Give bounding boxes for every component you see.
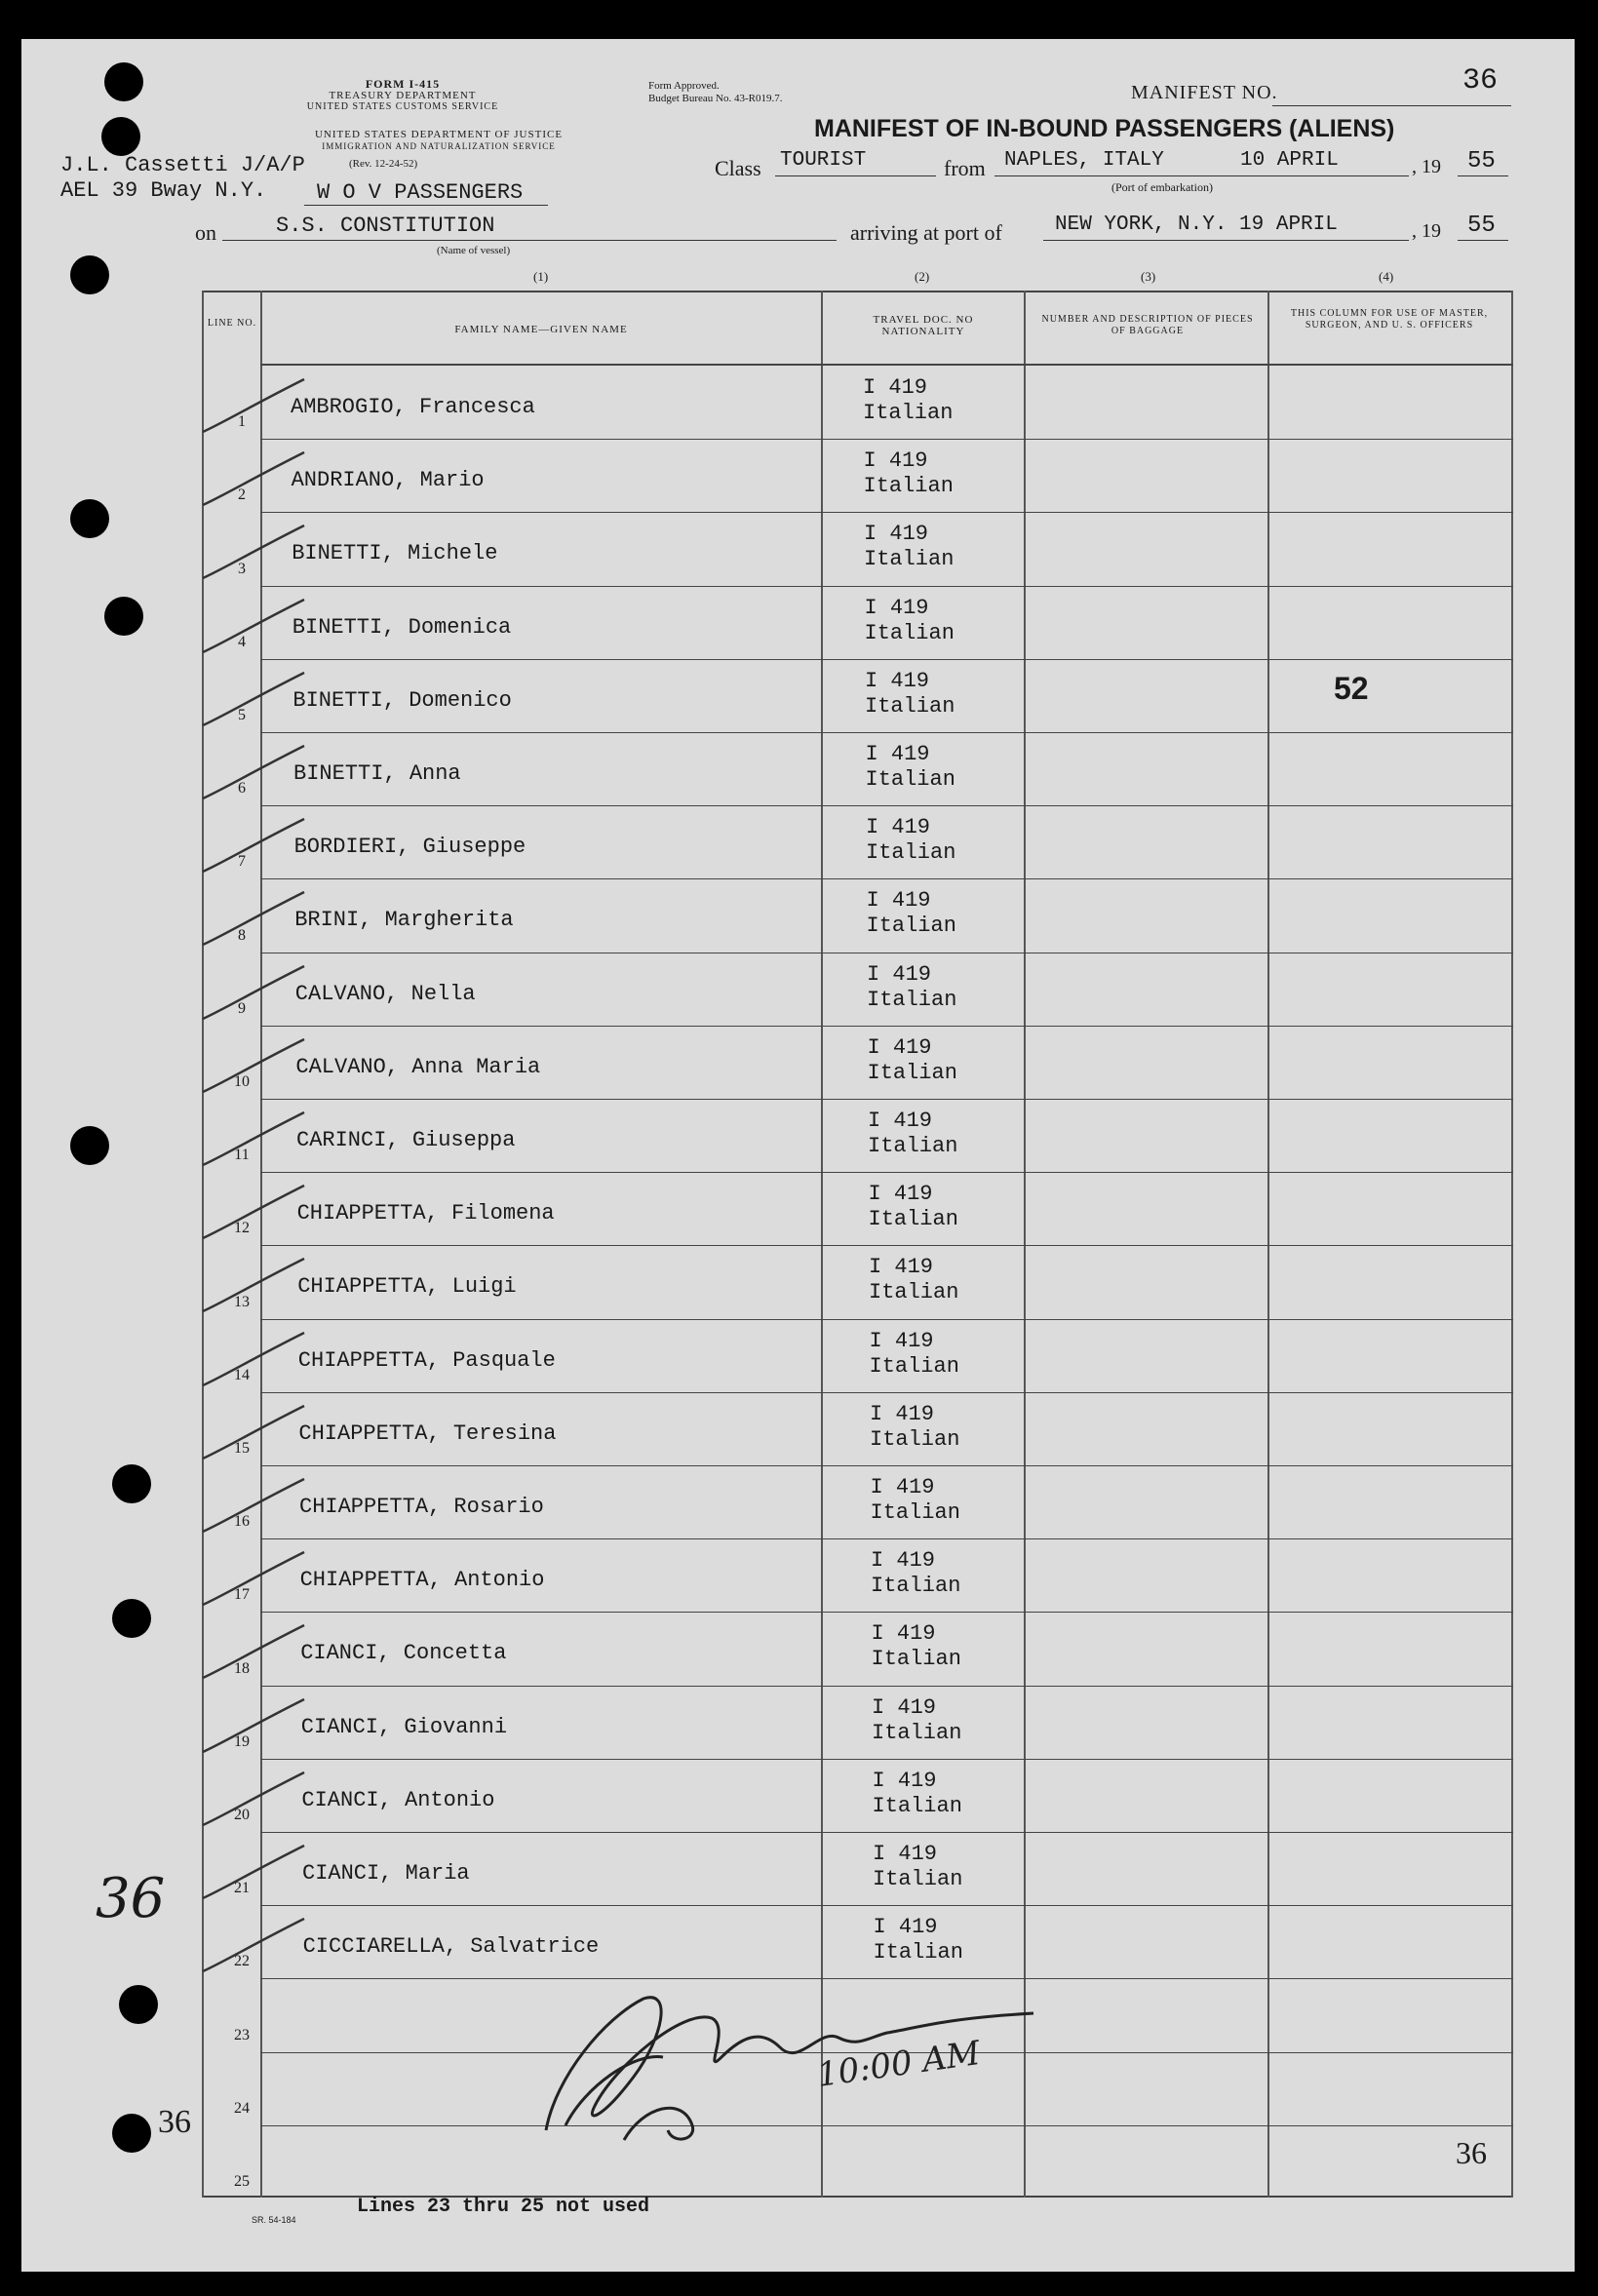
row-divider <box>260 1099 1513 1100</box>
travel-doc-cell <box>869 1182 958 1232</box>
check-mark-icon <box>195 815 312 883</box>
travel-doc-cell <box>873 1769 962 1819</box>
check-mark-icon <box>195 448 312 517</box>
from-date: 10 APRIL <box>1240 149 1339 172</box>
check-mark-icon <box>195 962 312 1031</box>
form-code: SR. 54-184 <box>252 2215 296 2225</box>
nationality: Italian <box>870 1500 960 1525</box>
travel-doc-number: I 419 <box>866 815 931 839</box>
punch-hole <box>104 597 143 636</box>
travel-doc-number: I 419 <box>872 1769 937 1793</box>
nationality: Italian <box>866 840 956 865</box>
approval-note: Form Approved. Budget Bureau No. 43-R019.7. <box>648 80 783 104</box>
nationality: Italian <box>865 767 955 792</box>
passenger-name: CALVANO, Anna Maria <box>295 1055 541 1079</box>
header-family-name: FAMILY NAME—GIVEN NAME <box>454 324 628 335</box>
row-divider <box>260 1612 1513 1613</box>
passenger-name: CIANCI, Giovanni <box>300 1715 508 1739</box>
check-mark-icon <box>195 1475 312 1543</box>
nationality: Italian <box>870 1427 960 1452</box>
line-number: 20 <box>234 1807 250 1823</box>
travel-doc-number: I 419 <box>863 448 928 473</box>
line-number: 25 <box>234 2173 250 2190</box>
passenger-name: CIANCI, Antonio <box>301 1788 495 1812</box>
check-mark-icon <box>195 596 312 664</box>
header-travel-doc: TRAVEL DOC. NO NATIONALITY <box>873 314 974 337</box>
agent-line-1: J.L. Cassetti J/A/P <box>60 153 305 177</box>
manifest-number: 36 <box>1462 64 1499 97</box>
nationality: Italian <box>868 1134 958 1158</box>
travel-doc-number: I 419 <box>871 1548 936 1573</box>
travel-doc-cell <box>865 669 955 720</box>
row-divider <box>260 878 1513 879</box>
header-officers: THIS COLUMN FOR USE OF MASTER, SURGEON, AND U. S. OFFICERS <box>1290 308 1489 331</box>
nationality: Italian <box>871 1574 961 1598</box>
travel-doc-number: I 419 <box>870 1402 935 1426</box>
officer-note: 52 <box>1334 671 1369 706</box>
year-prefix-2: , 19 <box>1412 220 1441 242</box>
punch-hole <box>70 499 109 538</box>
line-number: 15 <box>234 1440 250 1457</box>
travel-doc-cell <box>867 888 956 939</box>
row-divider <box>260 512 1513 513</box>
line-number: 10 <box>234 1073 250 1090</box>
travel-doc-number: I 419 <box>867 1035 932 1060</box>
line-number: 13 <box>234 1294 250 1310</box>
nationality: Italian <box>867 1061 957 1085</box>
row-divider <box>260 659 1513 660</box>
passenger-name: CHIAPPETTA, Filomena <box>296 1201 555 1226</box>
signature-time: 10:00 AM <box>814 2033 983 2095</box>
travel-doc-cell <box>870 1329 959 1380</box>
nationality: Italian <box>868 1207 958 1231</box>
row-divider <box>260 1172 1513 1173</box>
travel-doc-number: I 419 <box>873 1915 938 1939</box>
travel-doc-cell <box>868 1035 957 1086</box>
line-number: 2 <box>238 486 246 503</box>
punch-hole <box>70 1126 109 1165</box>
from-value: NAPLES, ITALY <box>1004 149 1164 172</box>
line-number: 3 <box>238 561 246 577</box>
vessel-caption: (Name of vessel) <box>437 245 511 256</box>
header-baggage: NUMBER AND DESCRIPTION OF PIECES OF BAGGAGE <box>1041 314 1254 336</box>
row-divider <box>260 586 1513 587</box>
column-number-2: (2) <box>915 269 930 284</box>
travel-doc-number: I 419 <box>865 669 930 693</box>
travel-doc-cell <box>872 1621 961 1672</box>
passenger-name: CALVANO, Nella <box>294 982 476 1006</box>
line-number: 6 <box>238 780 246 797</box>
line-number: 17 <box>234 1586 250 1603</box>
port-caption: (Port of embarkation) <box>1111 180 1213 194</box>
travel-doc-cell <box>874 1915 963 1965</box>
column-number-3: (3) <box>1141 269 1156 284</box>
travel-doc-number: I 419 <box>863 375 928 400</box>
column-number-4: (4) <box>1379 269 1394 284</box>
row-divider <box>260 805 1513 806</box>
check-mark-icon <box>195 1182 312 1250</box>
group-name: W O V PASSENGERS <box>317 180 524 205</box>
passenger-name: BRINI, Margherita <box>294 908 514 932</box>
punch-hole <box>119 1985 158 2024</box>
check-mark-icon <box>195 375 312 444</box>
line-number: 7 <box>238 853 246 870</box>
travel-doc-cell <box>873 1842 962 1892</box>
year-2: 55 <box>1467 213 1496 239</box>
passenger-name: CHIAPPETTA, Rosario <box>299 1495 544 1519</box>
punch-hole <box>112 1599 151 1638</box>
travel-doc-number: I 419 <box>864 522 929 546</box>
row-divider <box>260 1832 1513 1833</box>
passenger-name: CHIAPPETTA, Teresina <box>298 1421 557 1446</box>
row-divider <box>260 1538 1513 1539</box>
travel-doc-number: I 419 <box>864 596 929 620</box>
line-number: 22 <box>234 1953 250 1969</box>
passenger-name: CHIAPPETTA, Pasquale <box>297 1348 556 1373</box>
on-label: on <box>195 220 216 245</box>
line-number: 5 <box>238 707 246 723</box>
row-divider <box>260 439 1513 440</box>
passenger-name: BORDIERI, Giuseppe <box>293 835 526 859</box>
agent-line-2: AEL 39 Bway N.Y. <box>60 178 267 203</box>
row-divider <box>260 1905 1513 1906</box>
passenger-name: CARINCI, Giuseppa <box>296 1128 516 1152</box>
nationality: Italian <box>863 401 954 425</box>
travel-doc-number: I 419 <box>869 1255 934 1279</box>
nationality: Italian <box>871 1647 961 1671</box>
column-number-1: (1) <box>533 269 549 284</box>
bottom-right-number: 36 <box>1456 2135 1487 2170</box>
travel-doc-number: I 419 <box>871 1621 936 1646</box>
check-mark-icon <box>195 742 312 810</box>
vessel-name: S.S. CONSTITUTION <box>276 214 495 238</box>
footer-note: Lines 23 thru 25 not used <box>357 2196 650 2218</box>
manifest-label: MANIFEST NO. <box>1131 82 1278 103</box>
travel-doc-number: I 419 <box>868 1182 933 1206</box>
header-line-no: LINE NO. <box>207 318 257 329</box>
margin-number: 36 <box>96 1867 166 1930</box>
passenger-name: CIANCI, Concetta <box>300 1641 507 1665</box>
passenger-name: BINETTI, Domenica <box>292 615 512 640</box>
line-number: 24 <box>234 2100 250 2117</box>
justice-department: UNITED STATES DEPARTMENT OF JUSTICE IMMIGRATION AND NATURALIZATION SERVICE <box>314 129 564 151</box>
check-mark-icon <box>195 522 312 590</box>
travel-doc-cell <box>868 1109 957 1159</box>
travel-doc-cell <box>865 596 955 646</box>
check-mark-icon <box>195 669 312 737</box>
bottom-left-number: 36 <box>158 2104 191 2140</box>
line-number: 12 <box>234 1220 250 1236</box>
check-mark-icon <box>195 888 312 956</box>
class-label: Class <box>715 156 761 180</box>
travel-doc-number: I 419 <box>873 1842 938 1866</box>
nationality: Italian <box>872 1721 962 1745</box>
form-number: FORM I-415 TREASURY DEPARTMENT UNITED STATES CUSTOMS SERVICE <box>306 77 499 112</box>
punch-hole <box>70 255 109 294</box>
line-number: 16 <box>234 1513 250 1530</box>
check-mark-icon <box>195 1329 312 1397</box>
travel-doc-number: I 419 <box>866 888 931 913</box>
line-number: 9 <box>238 1000 246 1017</box>
nationality: Italian <box>872 1794 962 1818</box>
nationality: Italian <box>873 1940 963 1965</box>
travel-doc-number: I 419 <box>868 1109 933 1133</box>
nationality: Italian <box>869 1354 959 1379</box>
passenger-name: BINETTI, Anna <box>293 761 461 786</box>
line-number: 14 <box>234 1367 250 1383</box>
check-mark-icon <box>195 1621 312 1690</box>
check-mark-icon <box>195 1035 312 1104</box>
travel-doc-number: I 419 <box>872 1695 937 1720</box>
travel-doc-cell <box>867 962 956 1013</box>
travel-doc-number: I 419 <box>865 742 930 766</box>
class-value: TOURIST <box>780 149 867 172</box>
row-divider <box>260 732 1513 733</box>
from-label: from <box>944 156 986 180</box>
travel-doc-cell <box>870 1402 959 1453</box>
check-mark-icon <box>195 1109 312 1177</box>
nationality: Italian <box>867 988 957 1012</box>
line-number: 18 <box>234 1660 250 1677</box>
year-1: 55 <box>1467 148 1496 175</box>
line-number: 8 <box>238 927 246 944</box>
nationality: Italian <box>865 694 955 719</box>
travel-doc-cell <box>864 448 954 499</box>
line-number: 4 <box>238 634 246 650</box>
punch-hole <box>112 1464 151 1503</box>
nationality: Italian <box>864 547 955 571</box>
revision-date: (Rev. 12-24-52) <box>349 158 418 170</box>
year-prefix-1: , 19 <box>1412 156 1441 177</box>
row-divider <box>260 1686 1513 1687</box>
passenger-name: CIANCI, Maria <box>302 1861 470 1886</box>
manifest-title: MANIFEST OF IN-BOUND PASSENGERS (ALIENS) <box>814 115 1395 142</box>
check-mark-icon <box>195 1769 312 1837</box>
line-number: 11 <box>234 1147 250 1163</box>
punch-hole <box>104 62 143 101</box>
row-divider <box>260 1319 1513 1320</box>
check-mark-icon <box>195 1548 312 1616</box>
arriving-label: arriving at port of <box>850 220 1002 245</box>
travel-doc-number: I 419 <box>869 1329 934 1353</box>
passenger-name: ANDRIANO, Mario <box>291 468 485 492</box>
punch-hole <box>101 117 140 156</box>
nationality: Italian <box>864 621 955 645</box>
passenger-name: BINETTI, Domenico <box>292 688 512 713</box>
nationality: Italian <box>869 1280 959 1304</box>
row-divider <box>260 1245 1513 1246</box>
travel-doc-cell <box>864 522 954 572</box>
check-mark-icon <box>195 1255 312 1323</box>
line-number: 23 <box>234 2027 250 2043</box>
row-divider <box>260 1392 1513 1393</box>
check-mark-icon <box>195 1402 312 1470</box>
inspector-signature <box>526 1960 1053 2155</box>
arrival-port: NEW YORK, N.Y. 19 APRIL <box>1055 214 1338 236</box>
punch-hole <box>112 2114 151 2153</box>
line-number: 19 <box>234 1733 250 1750</box>
passenger-name: CHIAPPETTA, Luigi <box>297 1274 517 1299</box>
row-divider <box>260 1465 1513 1466</box>
row-divider <box>260 1026 1513 1027</box>
passenger-name: CHIAPPETTA, Antonio <box>299 1568 545 1592</box>
travel-doc-cell <box>866 815 955 866</box>
travel-doc-cell <box>871 1475 960 1526</box>
nationality: Italian <box>866 914 956 938</box>
check-mark-icon <box>195 1915 312 1983</box>
travel-doc-cell <box>872 1695 961 1746</box>
passenger-name: AMBROGIO, Francesca <box>291 395 535 419</box>
check-mark-icon <box>195 1695 312 1764</box>
row-divider <box>260 1759 1513 1760</box>
passenger-name: BINETTI, Michele <box>292 541 498 565</box>
check-mark-icon <box>195 1842 312 1910</box>
travel-doc-cell <box>871 1548 960 1599</box>
nationality: Italian <box>873 1867 963 1891</box>
nationality: Italian <box>863 474 954 498</box>
travel-doc-number: I 419 <box>867 962 932 987</box>
line-number: 1 <box>238 413 246 430</box>
travel-doc-cell <box>869 1255 958 1305</box>
travel-doc-cell <box>863 375 953 426</box>
passenger-name: CICCIARELLA, Salvatrice <box>302 1934 600 1959</box>
travel-doc-cell <box>866 742 955 793</box>
line-number: 21 <box>234 1880 250 1896</box>
travel-doc-number: I 419 <box>870 1475 935 1499</box>
